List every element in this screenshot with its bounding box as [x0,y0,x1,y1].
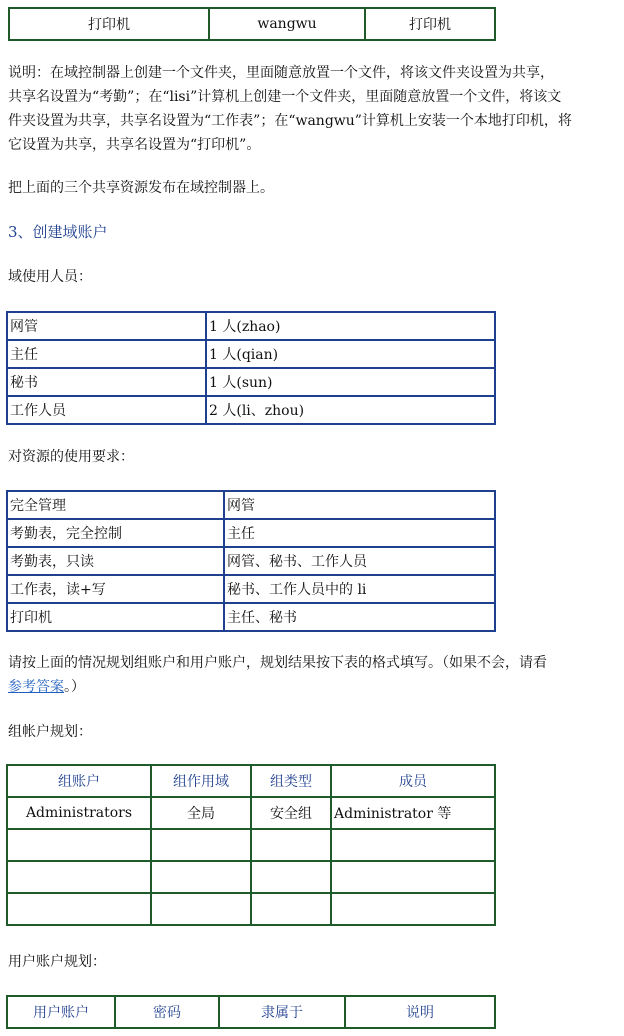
table-row [7,829,495,861]
column-header: 说明 [345,996,495,1028]
answer-link[interactable]: 参考答案 [8,679,64,695]
type-cell [251,861,331,893]
requirement-cell: 打印机 [7,603,224,631]
role-cell: 工作人员 [7,396,206,424]
table-header-row [7,996,495,1028]
scope-cell [151,829,251,861]
table-row [9,8,495,40]
note-paragraph [8,61,620,157]
requirement-cell: 工作表，读+写 [7,575,224,603]
column-header: 成员 [331,765,495,797]
note-line: 件夹设置为共享，共享名设置为“工作表”；在“wangwu”计算机上安装一个本地打印机，将 [8,113,572,129]
group-name-cell [7,893,151,925]
table-row [7,603,495,631]
requirement-cell: 考勤表，完全控制 [7,519,224,547]
column-header: 组作用域 [151,765,251,797]
table-header-row [7,765,495,797]
table-row [7,861,495,893]
user-plan-label: 用户账户规划： [8,954,106,970]
scope-cell: 全局 [151,797,251,829]
share-name-cell: 打印机 [9,8,209,40]
requirements-label: 对资源的使用要求： [8,449,134,465]
table-row [7,519,495,547]
table-row [7,368,495,396]
count-cell: 1 人(sun) [206,368,495,396]
scope-cell [151,893,251,925]
count-cell: 2 人(li、zhou) [206,396,495,424]
column-header: 组账户 [7,765,151,797]
requirement-cell: 考勤表，只读 [7,547,224,575]
assignee-cell: 秘书、工作人员中的 li [224,575,495,603]
publish-instruction: 把上面的三个共享资源发布在域控制器上。 [8,180,274,196]
type-cell [251,829,331,861]
members-cell [331,893,495,925]
note-line: 它设置为共享，共享名设置为“打印机”。 [8,137,261,153]
members-cell [331,829,495,861]
note-line: 共享名设置为“考勤”；在“lisi”计算机上创建一个文件夹，里面随意放置一个文件，将该文 [8,89,562,105]
column-header: 密码 [115,996,219,1028]
requirements-table [6,490,496,632]
assignee-cell: 主任、秘书 [224,603,495,631]
plan-line-tail: 。） [64,679,85,695]
domain-users-label: 域使用人员： [8,269,92,285]
user-account-table [6,995,496,1029]
computer-cell: wangwu [209,8,365,40]
column-header: 隶属于 [219,996,345,1028]
count-cell: 1 人(qian) [206,340,495,368]
group-plan-label: 组帐户规划： [8,724,92,740]
requirement-cell: 完全管理 [7,491,224,519]
role-cell: 主任 [7,340,206,368]
printer-share-table [8,7,496,41]
column-header: 用户账户 [7,996,115,1028]
table-row [7,340,495,368]
domain-users-table [6,311,496,425]
resource-cell: 打印机 [365,8,495,40]
scope-cell [151,861,251,893]
group-account-table [6,764,496,926]
assignee-cell: 网管 [224,491,495,519]
role-cell: 网管 [7,312,206,340]
members-cell: Administrator 等 [331,797,495,829]
table-row [7,396,495,424]
section-heading: 3、创建域账户 [8,223,108,241]
table-row [7,547,495,575]
table-row [7,491,495,519]
assignee-cell: 主任 [224,519,495,547]
plan-instruction [8,651,620,699]
type-cell [251,893,331,925]
table-row [7,893,495,925]
column-header: 组类型 [251,765,331,797]
plan-line [8,675,620,699]
group-name-cell [7,861,151,893]
table-row [7,312,495,340]
group-name-cell: Administrators [7,797,151,829]
count-cell: 1 人(zhao) [206,312,495,340]
plan-line: 请按上面的情况规划组账户和用户账户，规划结果按下表的格式填写。（如果不会，请看 [8,655,547,671]
members-cell [331,861,495,893]
table-row [7,575,495,603]
role-cell: 秘书 [7,368,206,396]
type-cell: 安全组 [251,797,331,829]
note-line: 说明：在域控制器上创建一个文件夹，里面随意放置一个文件，将该文件夹设置为共享， [8,65,554,81]
assignee-cell: 网管、秘书、工作人员 [224,547,495,575]
table-row [7,797,495,829]
group-name-cell [7,829,151,861]
